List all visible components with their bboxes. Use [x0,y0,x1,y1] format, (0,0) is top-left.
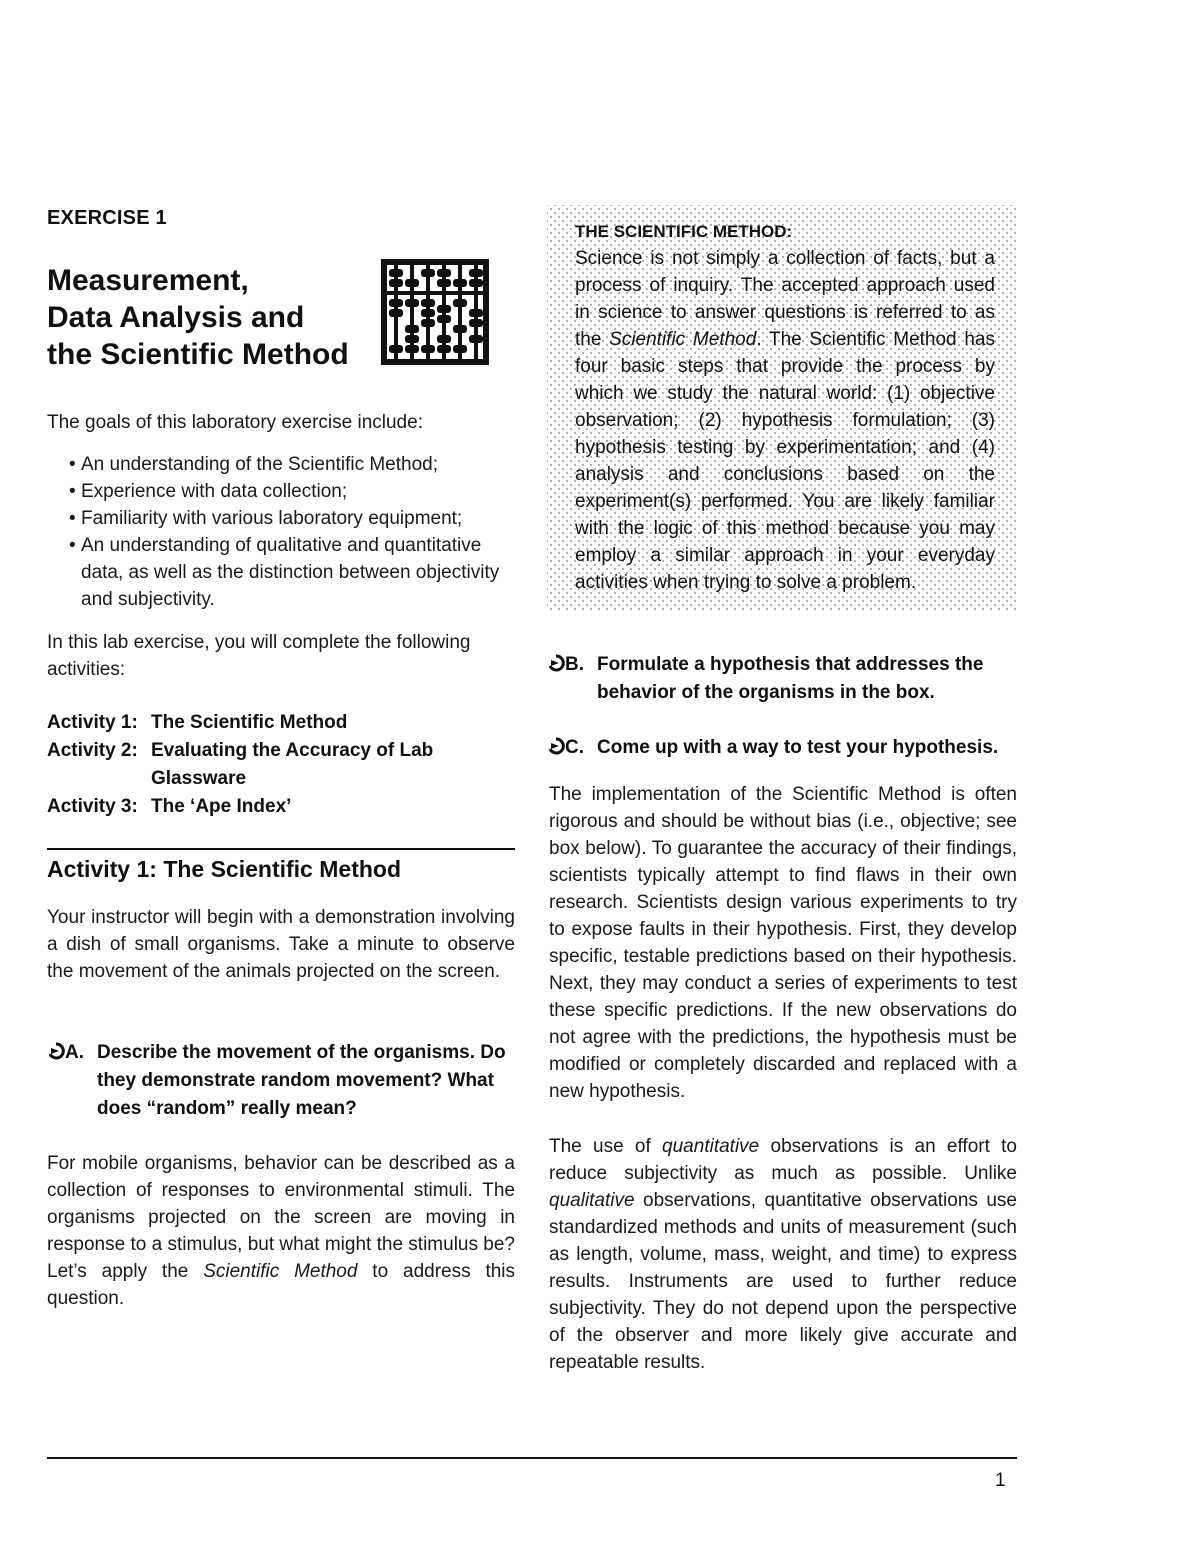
mobile-organisms-paragraph [47,1150,515,1312]
title-line: Data Analysis and [47,301,305,334]
question-b [547,651,1017,707]
text-run: . The Scientific Method has four basic steps that provide the process by which we study the natural world: (1) objective observation; (2) hypothesis formulation; (3) hypothesis testing by experimentation; and (4) analysis and conclusions based on the experiment(s) performed. You are likely familiar with the logic of this method because you may employ a similar approach in your everyday activities when trying to solve a problem. [575,329,995,593]
exercise-label: EXERCISE 1 [47,207,167,229]
section-divider [47,848,515,850]
activity-item [47,709,517,737]
activity-label: Activity 3: [47,796,138,817]
list-item: • An understanding of qualitative and quantitative data, as well as the distinction between objectivity and subjectivity. [47,532,517,613]
question-text: Formulate a hypothesis that addresses the behavior of the organisms in the box. [597,654,984,703]
sidebar-text [575,245,995,596]
text-run: For mobile organisms, behavior can be described as a collection of responses to environmental stimuli. The organisms projected on the screen are moving in response to a stimulus, but what might the stimulus be? Let’s apply the [47,1153,515,1282]
title-line: the Scientific Method [47,338,349,371]
goals-intro: The goals of this laboratory exercise include: [47,412,423,433]
question-c [547,734,1017,762]
italic-run: qualitative [549,1190,635,1211]
text-run: The use of [549,1136,663,1157]
text-run: observations is an effort to reduce subjectivity as much as possible. Unlike [549,1136,1017,1184]
abacus-icon [378,255,492,369]
italic-run: Scientific Method [609,329,757,350]
activity-item [47,793,517,821]
page-number: 1 [995,1470,1006,1491]
goal-list [47,451,517,613]
implementation-paragraph: The implementation of the Scientific Method is often rigorous and should be without bias (i.e., objective; see box below). To guarantee the accuracy of their findings, scientists typically attempt to find flaws in their own research. Scientists design various experiments to try to expose faults in their hypothesis. First, they develop specific, testable predictions based on their hypothesis. Next, they may conduct a series of experiments to test these specific predictions. If the new observations do not agree with the predictions, the hypothesis must be modified or completely discarded and replaced with a new hypothesis. [549,784,1017,1102]
activity-title: The Scientific Method [151,712,348,733]
question-marker [547,734,597,762]
quantitative-paragraph [549,1133,1017,1376]
instructor-paragraph: Your instructor will begin with a demonstration involving a dish of small organisms. Take a minute to observe the movement of the animals projected on the screen. [47,907,515,982]
activity-list [47,709,517,821]
italic-run: Scientific Method [203,1261,358,1282]
activity-label: Activity 2: [47,740,138,761]
question-marker [47,1039,97,1123]
scientific-method-sidebar [547,205,1017,612]
text-run: observations, quantitative observations use standardized methods and units of measurement (such as length, volume, mass, weight, and time) to express results. Instruments are used to further reduce subjectivity. They do not depend upon the perspective of the observer and more likely give accurate and repeatable results. [549,1190,1017,1373]
circled-arrow-icon [547,654,565,672]
list-item: • Experience with data collection; [47,478,517,505]
title-line: Measurement, [47,264,249,297]
activities-intro: In this lab exercise, you will complete the following activities: [47,632,471,680]
list-item: • Familiarity with various laboratory equipment; [47,505,517,532]
activity-title: Evaluating the Accuracy of Lab Glassware [151,740,434,789]
text-run: Science is not simply a collection of facts, but a process of inquiry. The accepted approach used in science to answer questions is referred to as the [575,248,995,350]
activity-item [47,737,517,793]
circled-arrow-icon [47,1042,65,1060]
question-letter: C. [565,737,584,758]
page-title [47,262,377,373]
section-heading: Activity 1: The Scientific Method [47,856,401,882]
list-item: • An understanding of the Scientific Method; [47,451,517,478]
italic-run: quantitative [662,1136,760,1157]
question-letter: B. [565,654,584,675]
question-marker [547,651,597,707]
question-a [47,1039,517,1123]
activity-title: The ‘Ape Index’ [151,796,292,817]
footer-divider [47,1457,1017,1459]
activity-label: Activity 1: [47,712,138,733]
sidebar-title: THE SCIENTIFIC METHOD: [575,222,793,241]
question-text: Describe the movement of the organisms. Do they demonstrate random movement? What does “random” really mean? [97,1042,506,1119]
question-letter: A. [65,1042,84,1063]
circled-arrow-icon [547,737,565,755]
question-text: Come up with a way to test your hypothesis. [597,737,999,758]
text-run: to address this question. [47,1261,516,1309]
